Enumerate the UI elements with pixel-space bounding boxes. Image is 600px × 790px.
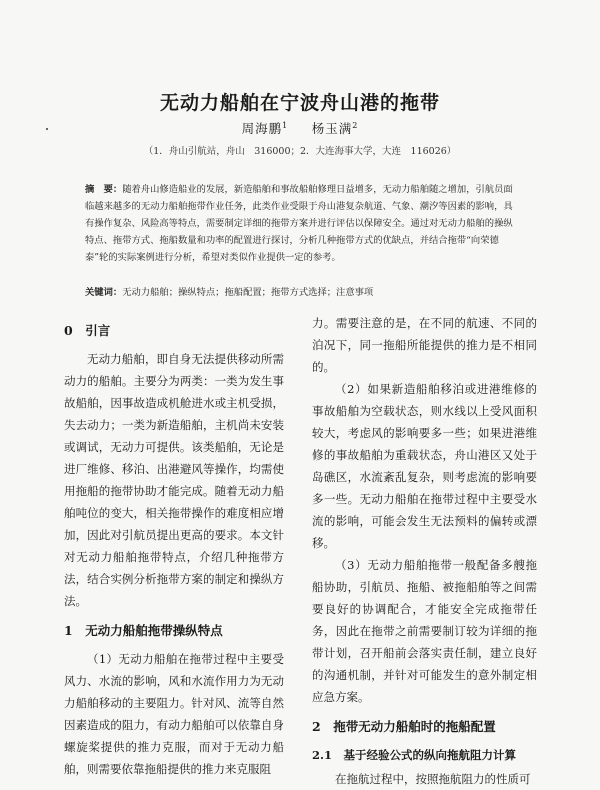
authors [0, 119, 600, 137]
section-2-1-heading: 2.1 基于经验公式的纵向拖航阻力计算 [312, 748, 517, 762]
affiliations: （1．舟山引航站，舟山 316000；2．大连海事大学，大连 116026） [143, 146, 457, 157]
author-1-sup: 1 [282, 120, 289, 130]
section-1-paragraph-3: （3）无动力船舶拖带一般配备多艘拖船协助，引航员、拖船、被拖船舶等之间需要良好的协调配合，才能安全完成拖带任务，因此在拖带之前需要制订较为详细的拖带计划，召开船前会落实责任制，建立良好的沟通机制，并针对可能发生的意外制定相应急方案。 [312, 558, 537, 704]
keywords [85, 284, 520, 301]
section-1-paragraph-1: （1）无动力船舶在拖带过程中主要受风力、水流的影响，风和水流作用力为无动力船舶移动的主要阻力。针对风、流等自然因素造成的阻力，有动力船舶可以依靠自身螺旋桨提供的推力克服，而对于无动力船舶，则需要依靠拖船提供的推力来克服阻 [64, 652, 284, 776]
section-1-paragraph-2: （2）如果新造船舶移泊或进港维修的事故船舶为空载状态，则水线以上受风面积较大，考虑风的影响要多一些；如果进港维修的事故船舶为重载状态，舟山港区又处于岛礁区，水流紊乱复杂，则考虑流的影响要多一些。无动力船舶在拖带过程中主要受水流的影响，可能会发生无法预料的偏转或漂移。 [312, 382, 537, 550]
author-1: 周海鹏 [241, 121, 283, 136]
abstract-label: 摘 要： [85, 184, 123, 195]
author-2: 杨玉满 [311, 121, 353, 136]
left-column [64, 312, 284, 780]
section-0-heading: 0 引言 [64, 323, 111, 338]
paper-title: 无动力船舶在宁波舟山港的拖带 [159, 92, 440, 114]
keywords-text: 无动力船舶；操纵特点；拖船配置；拖带方式选择；注意事项 [122, 287, 374, 298]
section-2-heading: 2 拖带无动力船舶时的拖船配置 [312, 719, 496, 734]
right-paragraph-continuation: 力。需要注意的是，在不同的航速、不同的泊况下，同一拖船所能提供的推力是不相同的。 [312, 316, 537, 374]
right-column [312, 312, 537, 790]
author-2-sup: 2 [352, 120, 359, 130]
section-1-heading: 1 无动力船舶拖带操纵特点 [64, 623, 223, 638]
abstract-text: 随着舟山修造船业的发展，新造船舶和事故船舶修理日益增多，无动力船舶随之增加，引航员面临越来越多的无动力船舶拖带作业任务，此类作业受限于舟山港复杂航道、气象、潮汐等因素的影响，具有操作复杂、风险高等特点，需要制定详细的拖带方案并进行评估以保障安全。通过对无动力船舶的操纵特点、拖带方式、拖船数量和功率的配置进行探讨，分析几种拖带方式的优缺点，并结合拖带“向荣德泰”轮的实际案例进行分析，希望对类似作业提供一定的参考。 [85, 184, 513, 263]
abstract [85, 181, 520, 266]
keywords-label: 关键词： [85, 287, 123, 298]
section-2-1-paragraph: 在拖航过程中，按照拖航阻力的性质可 [335, 772, 531, 786]
section-0-paragraph: 无动力船舶，即自身无法提供移动所需动力的船舶。主要分为两类：一类为发生事故船舶，因事故造成机舱进水或主机受损，失去动力；一类为新造船舶，主机尚未安装或调试，无动力可提供。该类船舶，无论是进厂维修、移泊、出港避风等操作，均需使用拖船的拖带协助才能完成。随着无动力船舶吨位的变大，相关拖带操作的难度相应增加，因此对引航员提出更高的要求。本文针对无动力船舶拖带特点，介绍几种拖带方法，结合实例分析拖带方案的制定和操纵方法。 [64, 352, 284, 608]
